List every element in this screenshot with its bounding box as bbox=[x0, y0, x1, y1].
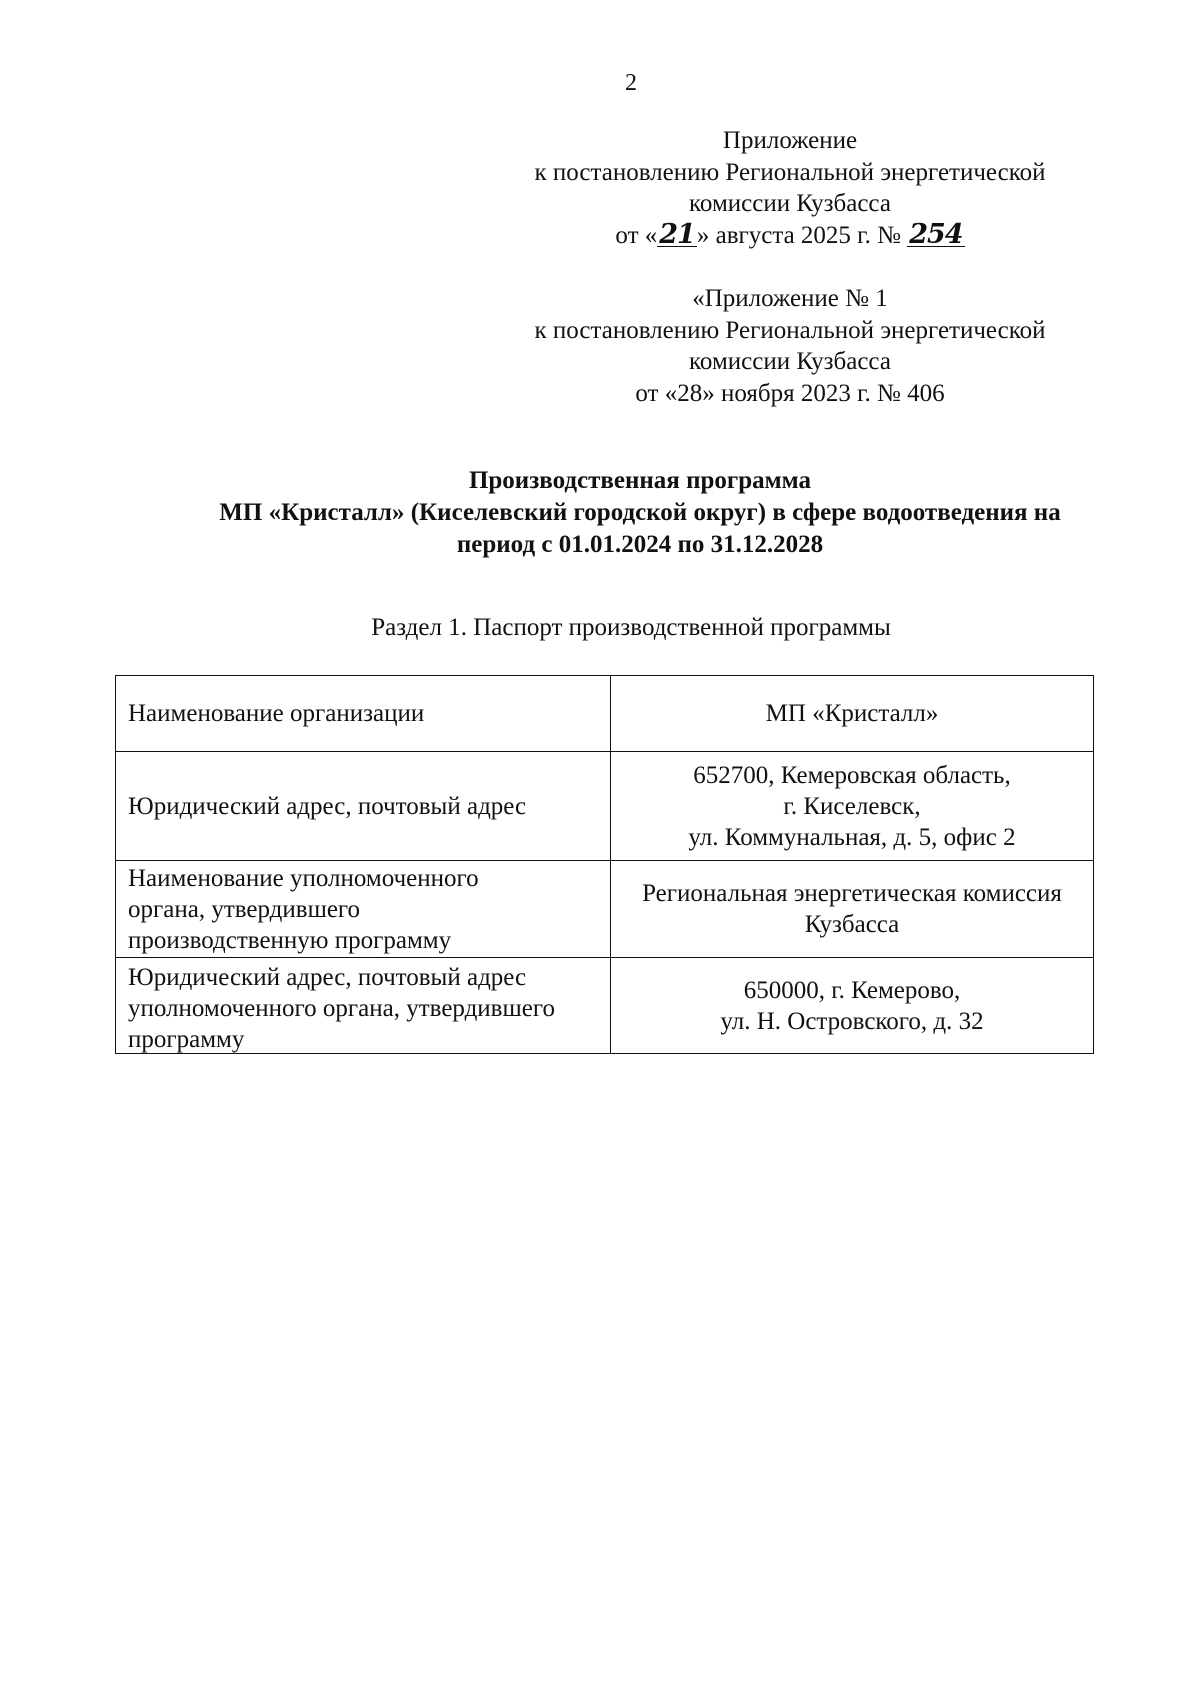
title-line-3: период с 01.01.2024 по 31.12.2028 bbox=[456, 531, 824, 558]
handwritten-number: 254 bbox=[909, 218, 963, 250]
row-value bbox=[611, 676, 1094, 752]
appendix-current-title: Приложение bbox=[722, 127, 858, 154]
appendix-original-header bbox=[490, 283, 1090, 409]
row-value-line: ул. Коммунальная, д. 5, офис 2 bbox=[688, 823, 1016, 851]
row-label-line: Наименование организации bbox=[128, 700, 425, 727]
handwritten-day: 21 bbox=[659, 218, 695, 250]
page-number: 2 bbox=[625, 70, 637, 96]
table-row bbox=[116, 752, 1094, 861]
table-row bbox=[116, 676, 1094, 752]
passport-table bbox=[115, 675, 1094, 1054]
row-label bbox=[116, 958, 611, 1054]
title-line-1: Производственная программа bbox=[468, 467, 812, 494]
title-line-2: МП «Кристалл» (Киселевский городской округ) в сфере водоотведения на bbox=[219, 499, 1061, 526]
appendix-current-commission: комиссии Кузбасса bbox=[689, 190, 891, 217]
row-value bbox=[611, 861, 1094, 958]
row-label-line: Наименование уполномоченного bbox=[128, 864, 479, 892]
date-prefix: от « bbox=[615, 221, 658, 249]
row-value-line: Кузбасса bbox=[804, 911, 900, 938]
section-heading: Раздел 1. Паспорт производственной программы bbox=[371, 614, 891, 641]
row-label bbox=[116, 752, 611, 861]
row-label-line: программу bbox=[128, 1026, 245, 1053]
row-label bbox=[116, 861, 611, 958]
appendix-original-resolution: к постановлению Региональной энергетической bbox=[534, 316, 1046, 344]
document-title bbox=[140, 465, 1140, 561]
row-label-line: Юридический адрес, почтовый адрес bbox=[128, 792, 527, 820]
appendix-original-date: от «28» ноября 2023 г. № 406 bbox=[635, 379, 945, 407]
appendix-original-title: «Приложение № 1 bbox=[692, 285, 888, 312]
row-value bbox=[611, 958, 1094, 1054]
appendix-current-date-line bbox=[490, 220, 1090, 252]
row-label-line: производственную программу bbox=[128, 926, 452, 954]
appendix-original-commission: комиссии Кузбасса bbox=[689, 348, 891, 375]
row-value bbox=[611, 752, 1094, 861]
row-label bbox=[116, 676, 611, 752]
row-value-line: Региональная энергетическая комиссия bbox=[642, 880, 1062, 907]
row-value-line: МП «Кристалл» bbox=[765, 700, 939, 727]
date-middle: » августа 2025 г. № bbox=[696, 221, 908, 249]
table-row bbox=[116, 861, 1094, 958]
row-value-line: г. Киселевск, bbox=[783, 792, 921, 820]
appendix-current-header bbox=[490, 125, 1090, 251]
row-label-line: Юридический адрес, почтовый адрес bbox=[128, 964, 527, 991]
appendix-current-resolution: к постановлению Региональной энергетической bbox=[534, 158, 1046, 186]
table-row bbox=[116, 958, 1094, 1054]
row-value-line: 650000, г. Кемерово, bbox=[743, 976, 961, 1004]
row-value-line: 652700, Кемеровская область, bbox=[693, 761, 1011, 789]
row-value-line: ул. Н. Островского, д. 32 bbox=[720, 1007, 984, 1035]
row-label-line: органа, утвердившего bbox=[128, 895, 361, 923]
row-label-line: уполномоченного органа, утвердившего bbox=[128, 995, 555, 1022]
